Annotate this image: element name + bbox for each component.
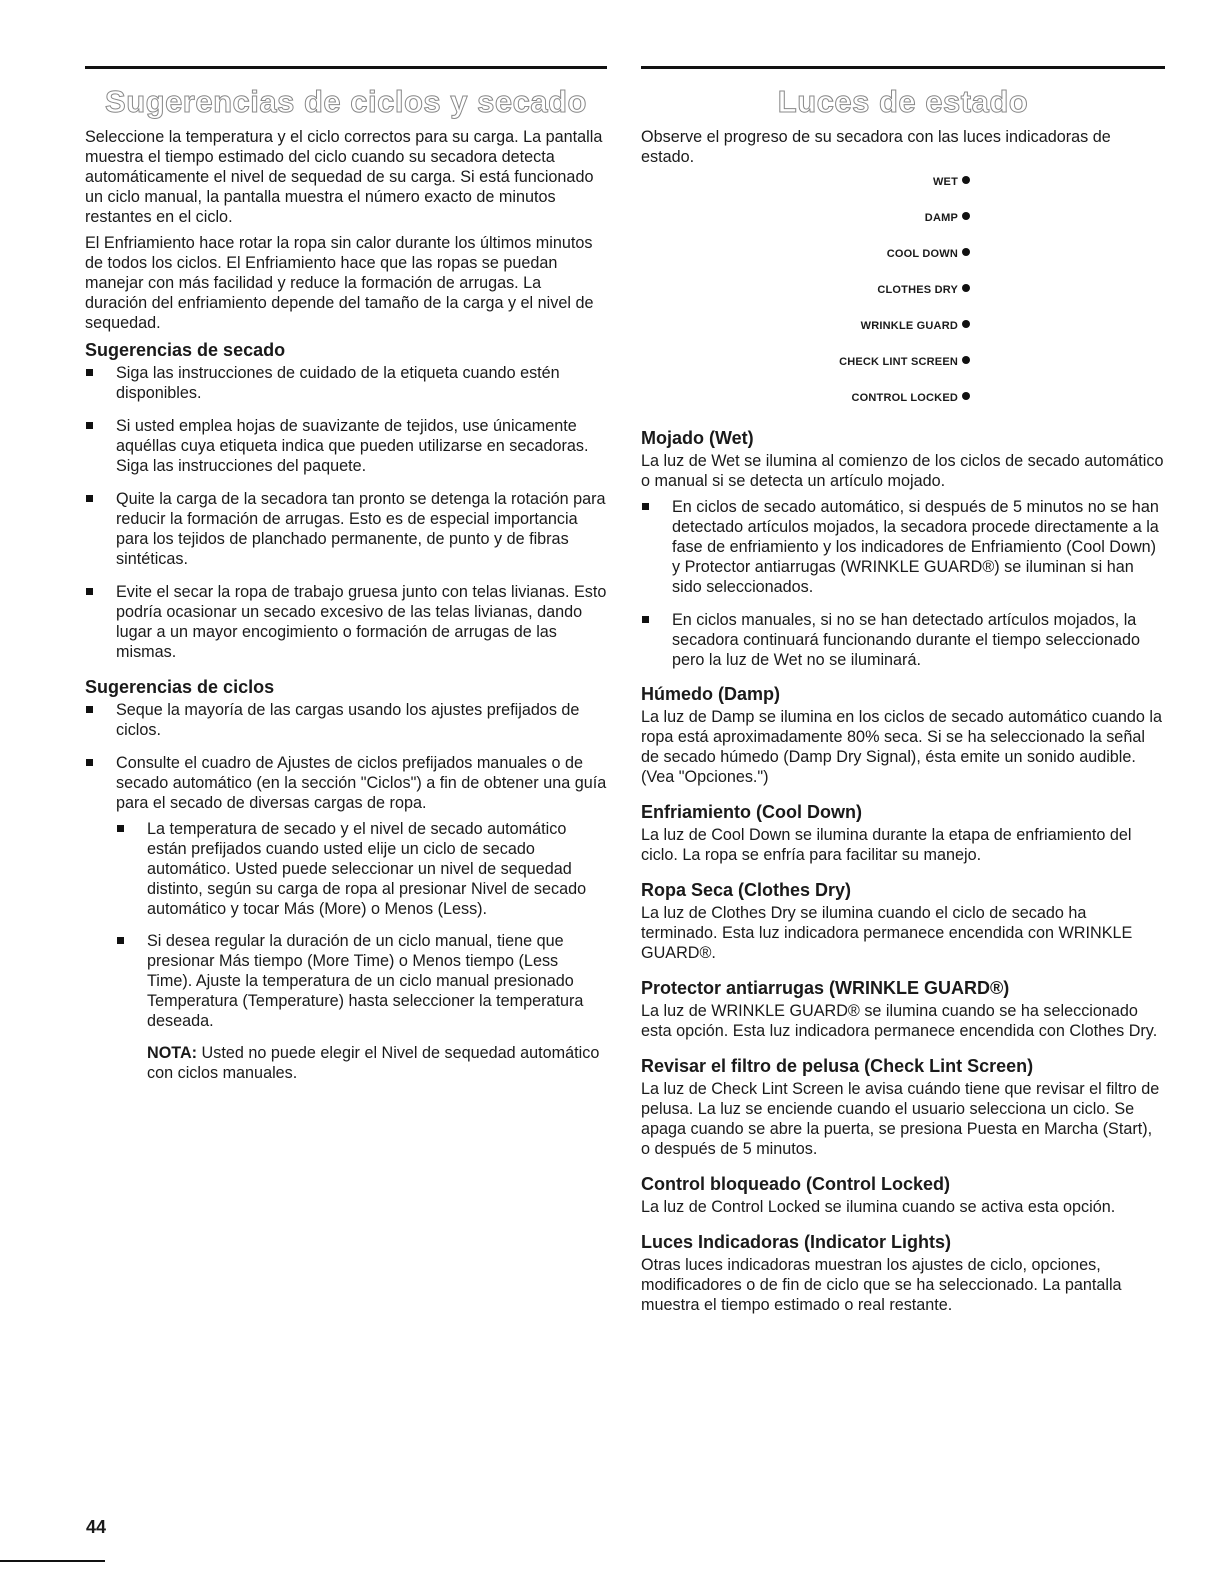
list-item: Quite la carga de la secadora tan pronto se detenga la rotación para reducir la formación de arrugas. Esto es de especial importancia para los tejidos de planchado permanente, de punto y de fibras sintéticas. <box>85 489 607 569</box>
right-column <box>641 66 1165 1321</box>
list-item-text: Consulte el cuadro de Ajustes de ciclos prefijados manuales o de secado automático (en la sección "Ciclos") a fin de obtener una guía para el secado de diversas cargas de ropa. <box>116 754 607 812</box>
list-item: En ciclos manuales, si no se han detectado artículos mojados, la secadora continuará funcionando durante el tiempo seleccionado pero la luz de Wet no se iluminará. <box>641 610 1165 670</box>
clothes-dry-heading: Ropa Seca (Clothes Dry) <box>641 880 852 900</box>
intro-paragraph-1: Seleccione la temperatura y el ciclo correctos para su carga. La pantalla muestra el tiempo estimado del ciclo cuando su secadora detecta automáticamente el nivel de sequedad de su carga. Si está funcionado un ciclo manual, la pantalla muestra el número exacto de minutos restantes en el ciclo. <box>85 128 603 226</box>
cycle-subtips-list <box>116 819 607 1083</box>
list-item: Siga las instrucciones de cuidado de la etiqueta cuando estén disponibles. <box>85 363 607 403</box>
page-number: 44 <box>86 1517 107 1537</box>
control-locked-text: La luz de Control Locked se ilumina cuando se activa esta opción. <box>641 1198 1116 1216</box>
wrinkle-guard-heading: Protector antiarrugas (WRINKLE GUARD®) <box>641 978 1010 998</box>
status-light-control-locked: CONTROL LOCKED <box>641 391 970 405</box>
indicator-lights-text: Otras luces indicadoras muestran los ajustes de ciclo, opciones, modificadores o de fin de ciclo que se ha seleccionado. La pantalla muestra el tiempo estimado o real restante. <box>641 1256 1122 1314</box>
note-paragraph <box>147 1043 607 1083</box>
status-lights-list <box>641 175 1165 405</box>
indicator-dot-icon <box>962 176 970 184</box>
status-intro: Observe el progreso de su secadora con las luces indicadoras de estado. <box>641 128 1111 166</box>
status-light-wrinkle-guard: WRINKLE GUARD <box>641 319 970 333</box>
indicator-dot-icon <box>962 392 970 400</box>
status-light-clothes-dry: CLOTHES DRY <box>641 283 970 297</box>
left-column <box>85 66 607 1096</box>
list-item: La temperatura de secado y el nivel de secado automático están prefijados cuando usted elije un ciclo de secado automático. Usted puede seleccionar un nivel de sequedad distinto, según su carga de ropa al presionar Nivel de secado automático y tocar Más (More) o Menos (Less). <box>116 819 607 919</box>
indicator-dot-icon <box>962 212 970 220</box>
wet-bullets <box>641 497 1165 670</box>
indicator-dot-icon <box>962 248 970 256</box>
drying-tips-list <box>85 363 607 662</box>
cycle-tips-heading: Sugerencias de ciclos <box>85 677 275 697</box>
left-section-title: Sugerencias de ciclos y secado <box>105 84 587 119</box>
cycle-tips-list <box>85 700 607 1083</box>
indicator-lights-heading: Luces Indicadoras (Indicator Lights) <box>641 1232 952 1252</box>
list-item: Evite el secar la ropa de trabajo gruesa junto con telas livianas. Esto podría ocasionar un secado excesivo de las telas livianas, dando lugar a un mayor encogimiento o formación de arrugas de las mismas. <box>85 582 607 662</box>
check-lint-screen-text: La luz de Check Lint Screen le avisa cuándo tiene que revisar el filtro de pelusa. La luz se enciende cuando el usuario selecciona un ciclo. Se apaga cuando se abre la puerta, se presiona Puesta en Marcha (Start), o después de 5 minutos. <box>641 1080 1160 1158</box>
indicator-dot-icon <box>962 320 970 328</box>
right-top-rule <box>641 66 1165 69</box>
intro-paragraph-2: El Enfriamiento hace rotar la ropa sin calor durante los últimos minutos de todos los ciclos. El Enfriamiento hace que las ropas se puedan manejar con más facilidad y reduce la formación de arrugas. La duración del enfriamiento depende del tamaño de la carga y el nivel de sequedad. <box>85 234 594 332</box>
note-text: Usted no puede elegir el Nivel de sequedad automático con ciclos manuales. <box>147 1044 600 1082</box>
left-top-rule <box>85 66 607 69</box>
list-item-text: Si desea regular la duración de un ciclo manual, tiene que presionar Más tiempo (More Time) o Menos tiempo (Less Time). Ajuste la temperatura de un ciclo manual presionado Temperatura (Temperature) hasta seleccioner la temperatura deseada. <box>147 932 584 1030</box>
list-item: Si usted emplea hojas de suavizante de tejidos, use únicamente aquéllas cuya etiqueta indica que pueden utilizarse en secadoras. Siga las instrucciones del paquete. <box>85 416 607 476</box>
note-label: NOTA: <box>147 1044 198 1062</box>
cool-down-text: La luz de Cool Down se ilumina durante la etapa de enfriamiento del ciclo. La ropa se enfría para facilitar su manejo. <box>641 826 1132 864</box>
damp-text: La luz de Damp se ilumina en los ciclos de secado automático cuando la ropa está aproximadamente 80% seca. Si se ha seleccionado la señal de secado húmedo (Damp Dry Signal), ésta emite un sonido audible. (Vea "Opciones.") <box>641 708 1162 786</box>
wet-heading: Mojado (Wet) <box>641 428 754 448</box>
list-item: Seque la mayoría de las cargas usando los ajustes prefijados de ciclos. <box>85 700 607 740</box>
drying-tips-heading: Sugerencias de secado <box>85 340 286 360</box>
cool-down-heading: Enfriamiento (Cool Down) <box>641 802 862 822</box>
control-locked-heading: Control bloqueado (Control Locked) <box>641 1174 950 1194</box>
status-light-wet: WET <box>641 175 970 189</box>
status-light-cool-down: COOL DOWN <box>641 247 970 261</box>
status-light-damp: DAMP <box>641 211 970 225</box>
wet-text: La luz de Wet se ilumina al comienzo de los ciclos de secado automático o manual si se detecta un artículo mojado. <box>641 452 1164 490</box>
right-section-title: Luces de estado <box>777 84 1029 119</box>
damp-heading: Húmedo (Damp) <box>641 684 780 704</box>
footer-rule <box>0 1560 105 1562</box>
indicator-dot-icon <box>962 356 970 364</box>
status-light-check-lint-screen: CHECK LINT SCREEN <box>641 355 970 369</box>
clothes-dry-text: La luz de Clothes Dry se ilumina cuando el ciclo de secado ha terminado. Esta luz indicadora permanece encendida con WRINKLE GUARD®. <box>641 904 1133 962</box>
list-item <box>85 753 607 1083</box>
list-item: En ciclos de secado automático, si después de 5 minutos no se han detectado artículos mojados, la secadora procede directamente a la fase de enfriamiento y los indicadores de Enfriamiento (Cool Down) y Protector antiarrugas (WRINKLE GUARD®) se iluminan si han sido seleccionados. <box>641 497 1165 597</box>
wrinkle-guard-text: La luz de WRINKLE GUARD® se ilumina cuando se ha seleccionado esta opción. Esta luz indicadora permanece encendida con Clothes Dry. <box>641 1002 1158 1040</box>
list-item <box>116 931 607 1083</box>
indicator-dot-icon <box>962 284 970 292</box>
check-lint-screen-heading: Revisar el filtro de pelusa (Check Lint Screen) <box>641 1056 1034 1076</box>
